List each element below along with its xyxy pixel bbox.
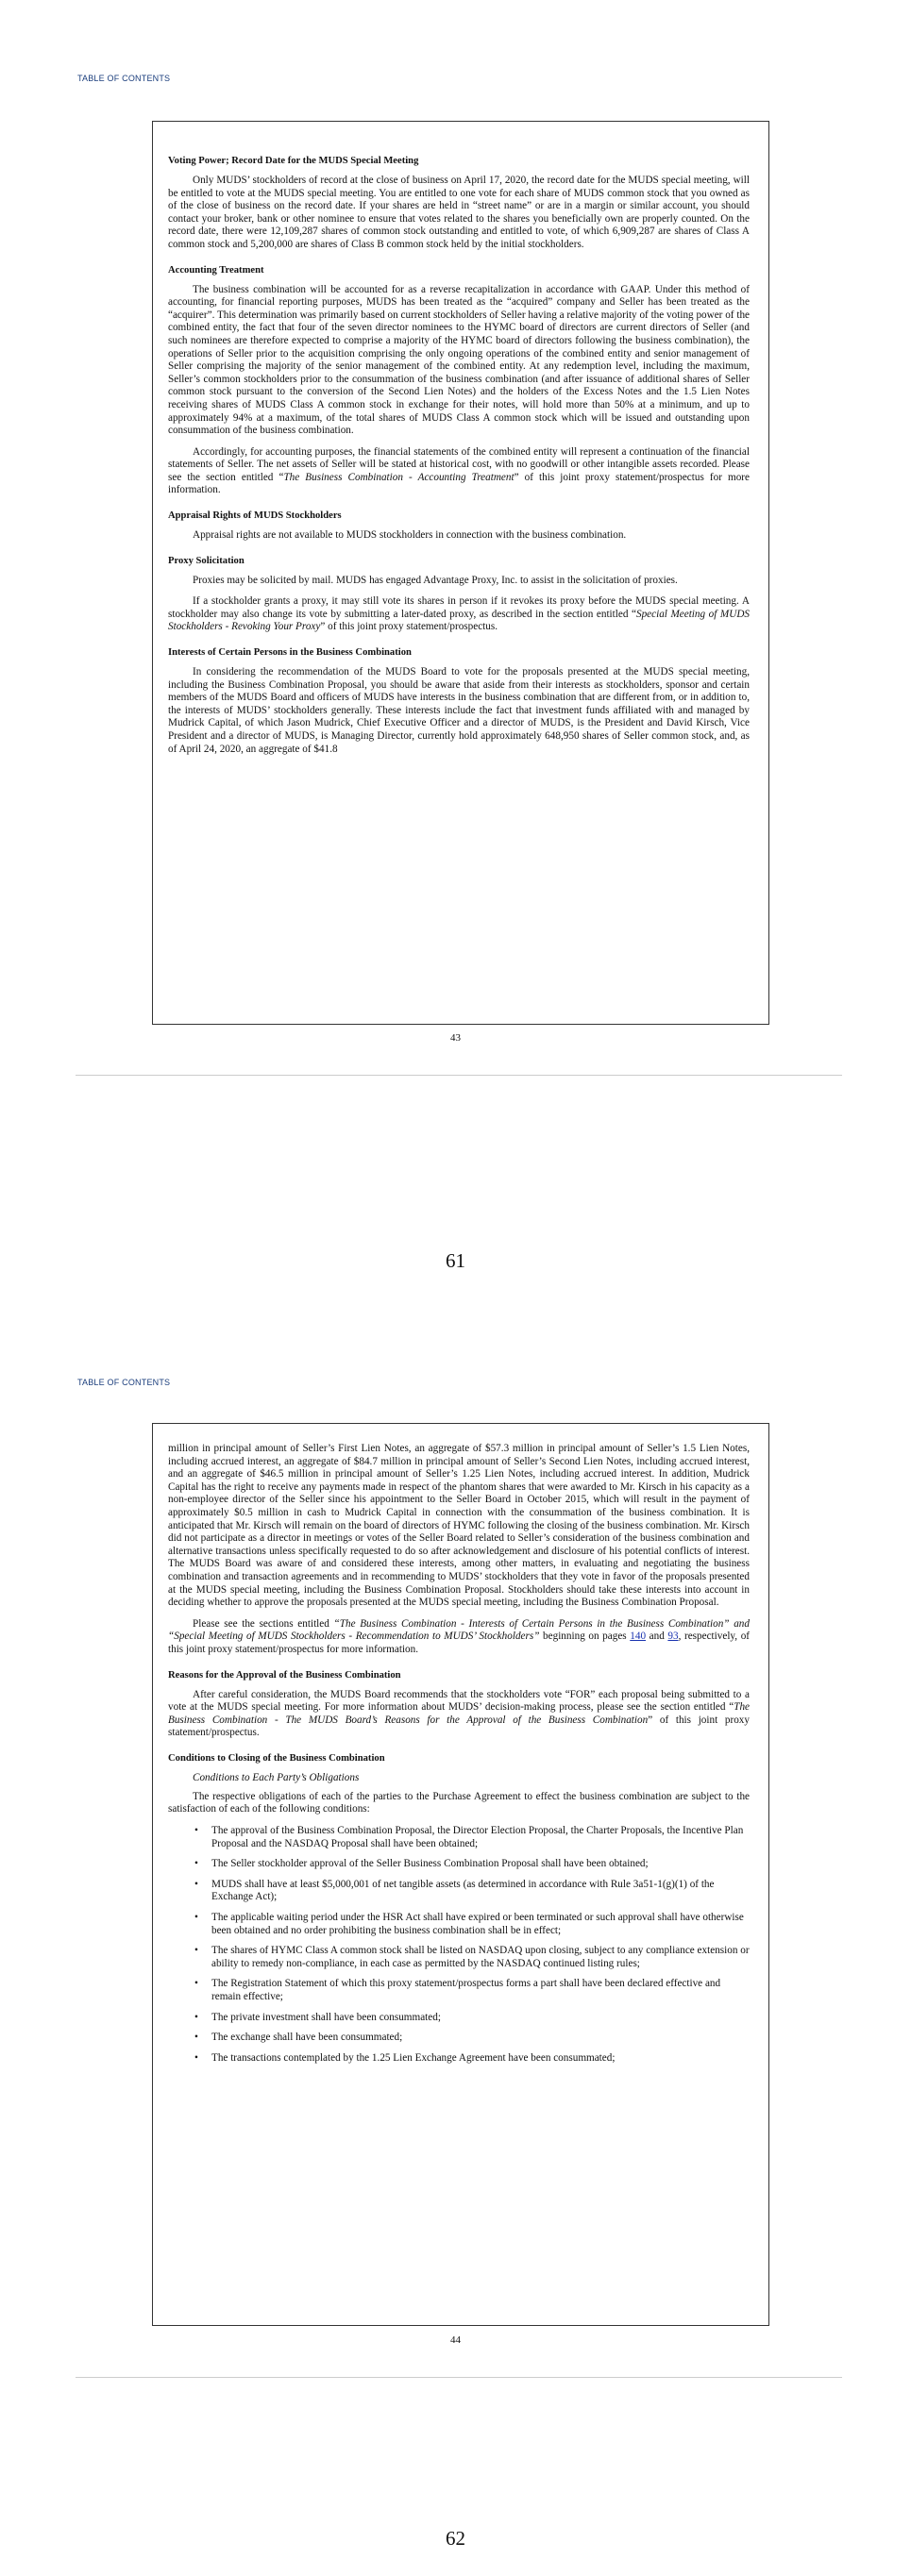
- list-item: • The approval of the Business Combination Proposal, the Director Election Proposal, the Charter Proposals, the Incentive Plan Proposal and the NASDAQ Proposal shall have been obtained;: [194, 1825, 750, 1850]
- section-heading: Appraisal Rights of MUDS Stockholders: [168, 510, 342, 522]
- page-content-box: [152, 1423, 769, 2326]
- paragraph: million in principal amount of Seller’s First Lien Notes, an aggregate of $57.3 million in principal amount of Seller’s 1.5 Lien Notes, including accrued interest, an aggregate of $84.7 million in principal amount of Seller’s Second Lien Notes, including accrued interest, and an aggregate of $46.5 million in principal amount of Seller’s 1.25 Lien Notes, including accrued interest. In addition, Mudrick Capital has the right to receive any payments made in respect of the phantom shares that were awarded to Mr. Kirsch in his capacity as a non-employee director of the Seller since his appointment to the Seller Board in October 2015, which will result in the payment of approximately $0.5 million in cash to Mudrick Capital in connection with the consummation of the business combination. It is anticipated that Mr. Kirsch will remain on the board of directors of HYMC following the closing of the business combination. Mr. Kirsch did not participate as a director in meetings or votes of the Seller Board related to Seller’s consideration of the business combination and alternative transactions unless specifically requested to do so after acknowledgement and disclosure of his potential conflicts of interest. The MUDS Board was aware of and considered these interests, among other matters, in evaluating and negotiating the business combination and transaction agreements and in recommending to MUDS’ stockholders that they vote in favor of the proposals presented at the MUDS special meeting, including the Business Combination Proposal. Stockholders should take these interests into account in deciding whether to approve the proposals presented at the MUDS special meeting, including the Business Combination Proposal.: [168, 1443, 750, 1609]
- section-heading: Accounting Treatment: [168, 264, 264, 276]
- pdf-page-number: 62: [446, 2527, 465, 2550]
- list-item: • MUDS shall have at least $5,000,001 of net tangible assets (as determined in accordance with Rule 3a51-1(g)(1) of the Exchange Act);: [194, 1879, 750, 1904]
- page-link-93[interactable]: 93: [667, 1631, 679, 1643]
- paragraph: The business combination will be accounted for as a reverse recapitalization in accordance with GAAP. Under this method of accounting, for financial reporting purposes, MUDS has been treated as the “acquired” company and Seller has been treated as the “acquirer”. This determination was primarily based on current stockholders of Seller having a relative majority of the voting power of the combined entity, the fact that four of the seven director nominees to the HYMC board of directors are current directors of Seller (and such nominees are therefore expected to comprise a majority of the HYMC board of directors following the business combination), the operations of Seller prior to the acquisition comprising the only ongoing operations of the combined entity and senior management of Seller comprising the majority of the senior management of the combined entity. At any redemption level, including the maximum, Seller’s common stockholders prior to the consummation of the business combination (and after issuance of additional shares of Seller common stock pursuant to the conversion of the Second Lien Notes) and the holders of the Excess Notes and the 1.5 Lien Notes receiving shares of MUDS Class A common stock in exchange for their notes, will hold more than 50% at a minimum, and up to approximately 94% at a maximum, of the total shares of MUDS Class A common stock which will be issued and outstanding upon consummation of the business combination.: [168, 283, 750, 437]
- page-divider: [76, 2377, 842, 2378]
- paragraph: After careful consideration, the MUDS Board recommends that the stockholders vote “FOR” each proposal being submitted to a vote at the MUDS special meeting. For more information about MUDS’ decision-making process, please see the section entitled “The Business Combination - The MUDS Board’s Reasons for the Approval of the Business Combination” of this joint proxy statement/prospectus.: [168, 1688, 750, 1739]
- paragraph: Please see the sections entitled “The Business Combination - Interests of Certain Persons in the Business Combination” and “Special Meeting of MUDS Stockholders - Recommendation to MUDS’ Stockholders” beginning on pages 140 and 93, respectively, of this joint proxy statement/prospectus for more information.: [168, 1617, 751, 1655]
- list-item: • The transactions contemplated by the 1.25 Lien Exchange Agreement have been consummated;: [194, 2052, 750, 2066]
- paragraph: Proxies may be solicited by mail. MUDS has engaged Advantage Proxy, Inc. to assist in the solicitation of proxies.: [193, 574, 678, 586]
- section-reference: “The Business Combination - Interests of Certain Persons in the Business Combination” and “Special Meeting of MUDS Stockholders - Recommendation to MUDS’ Stockholders”: [168, 1617, 750, 1643]
- table-of-contents-link[interactable]: TABLE OF CONTENTS: [77, 74, 171, 83]
- section-heading: Interests of Certain Persons in the Business Combination: [168, 647, 412, 659]
- section-heading: Voting Power; Record Date for the MUDS Special Meeting: [168, 156, 419, 166]
- page-content-box: [152, 121, 769, 1025]
- page-number: 43: [450, 1032, 461, 1044]
- table-of-contents-link[interactable]: TABLE OF CONTENTS: [77, 1378, 171, 1387]
- section-reference: The Business Combination - The MUDS Board’s Reasons for the Approval of the Business Combination: [168, 1701, 750, 1726]
- page-divider: [76, 1075, 842, 1076]
- list-item: • The private investment shall have been consummated;: [194, 2012, 750, 2025]
- paragraph: Only MUDS’ stockholders of record at the close of business on April 17, 2020, the record date for the MUDS special meeting, will be entitled to vote at the MUDS special meeting. You are entitled to one vote for each share of MUDS common stock that you owned as of the close of business on the record date. If your shares are held in “street name” or are in a margin or similar account, you should contact your broker, bank or other nominee to ensure that votes related to the shares you beneficially own are properly counted. On the record date, there were 12,109,287 shares of common stock outstanding and entitled to vote, of which 6,909,287 are shares of Class A common stock and 5,200,000 are shares of Class B common stock held by the initial stockholders.: [168, 175, 750, 250]
- paragraph: Appraisal rights are not available to MUDS stockholders in connection with the business combination.: [193, 529, 627, 542]
- paragraph: If a stockholder grants a proxy, it may still vote its shares in person if it revokes its proxy before the MUDS special meeting. A stockholder may also change its vote by submitting a later-dated proxy, as described in the section entitled “Special Meeting of MUDS Stockholders - Revoking Your Proxy” of this joint proxy statement/prospectus.: [168, 595, 750, 633]
- list-item: • The exchange shall have been consummated;: [194, 2032, 750, 2045]
- page-link-140[interactable]: 140: [630, 1631, 647, 1643]
- list-item: • The shares of HYMC Class A common stock shall be listed on NASDAQ upon closing, subject to any compliance extension or ability to remedy non-compliance, in each case as permitted by the NASDAQ continued listing rules;: [194, 1945, 750, 1970]
- paragraph: The respective obligations of each of the parties to the Purchase Agreement to effect the business combination are subject to the satisfaction of each of the following conditions:: [168, 1790, 750, 1815]
- section-heading: Proxy Solicitation: [168, 555, 245, 566]
- list-item: • The Seller stockholder approval of the Seller Business Combination Proposal shall have been obtained;: [194, 1858, 750, 1871]
- page-number: 44: [450, 2334, 461, 2346]
- section-heading: Conditions to Closing of the Business Combination: [168, 1752, 385, 1764]
- pdf-page-number: 61: [446, 1249, 465, 1272]
- section-reference: Special Meeting of MUDS Stockholders - Revoking Your Proxy: [168, 608, 750, 633]
- paragraph: In considering the recommendation of the MUDS Board to vote for the proposals presented at the MUDS special meeting, including the Business Combination Proposal, you should be aware that aside from their interests as stockholders, sponsor and certain members of the MUDS Board and officers of MUDS have interests in the business combination that are different from, or in addition to, the interests of MUDS’ stockholders generally. These interests include the fact that investment funds affiliated with and managed by Mudrick Capital, of which Jason Mudrick, Chief Executive Officer and a director of MUDS, is the President and David Kirsch, Vice President and a director of MUDS, is Managing Director, currently hold approximately 648,950 shares of Seller common stock, and, as of April 24, 2020, an aggregate of $41.8: [168, 666, 750, 755]
- subsection-heading: Conditions to Each Party’s Obligations: [193, 1771, 360, 1783]
- list-item: • The Registration Statement of which this proxy statement/prospectus forms a part shall have been declared effective and remain effective;: [194, 1978, 750, 2003]
- conditions-list: [168, 1825, 750, 2065]
- section-heading: Reasons for the Approval of the Business Combination: [168, 1669, 401, 1681]
- section-reference: The Business Combination - Accounting Treatment: [283, 471, 515, 483]
- paragraph: Accordingly, for accounting purposes, the financial statements of the combined entity will represent a continuation of the financial statements of Seller. The net assets of Seller will be stated at historical cost, with no goodwill or other intangible assets recorded. Please see the section entitled “The Business Combination - Accounting Treatment” of this joint proxy statement/prospectus for more information.: [168, 445, 750, 496]
- list-item: • The applicable waiting period under the HSR Act shall have expired or been terminated or such approval shall have otherwise been obtained and no order prohibiting the business combination shall be in effect;: [194, 1912, 750, 1937]
